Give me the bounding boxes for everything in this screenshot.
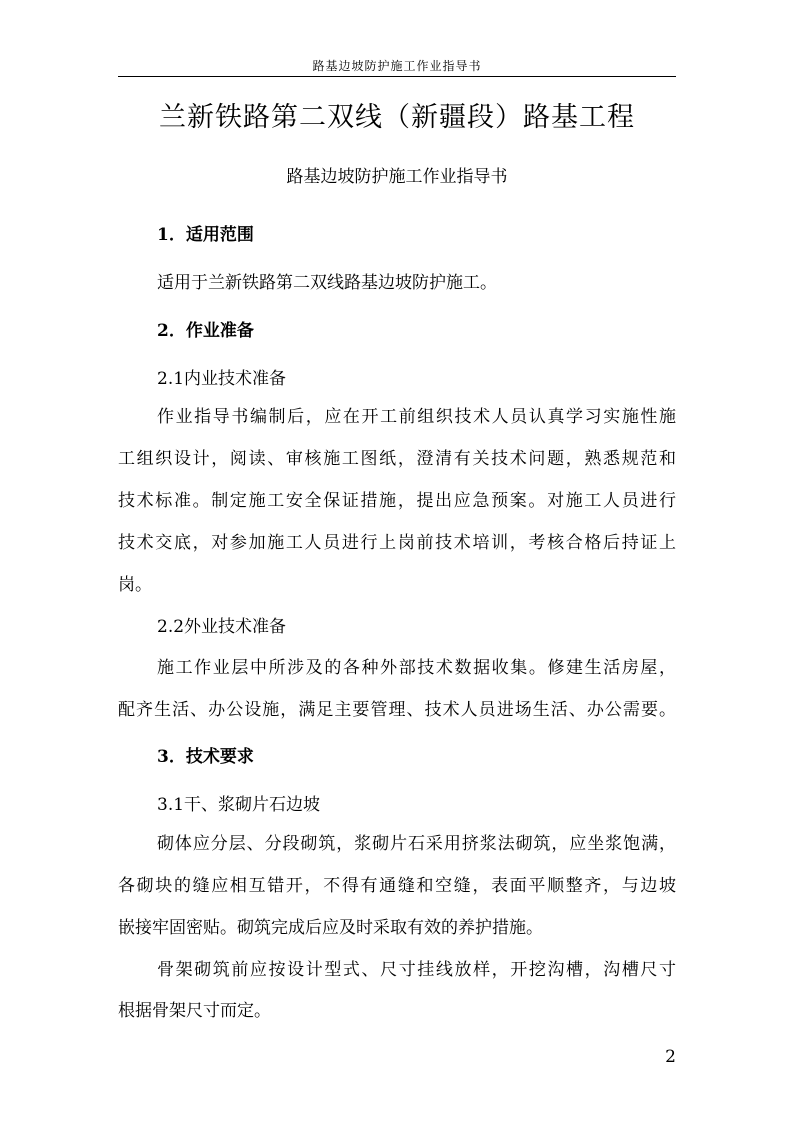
section-3-1-line-4: 骨架砌筑前应按设计型式、尺寸挂线放样，开挖沟槽，沟槽尺寸: [157, 960, 676, 980]
section-3-1-heading: 3.1干、浆砌片石边坡: [157, 795, 321, 815]
page-number: 2: [665, 1047, 676, 1067]
section-1-heading: 1．适用范围: [157, 225, 254, 245]
section-2-2-line-1: 施工作业层中所涉及的各种外部技术数据收集。修建生活房屋，: [157, 658, 676, 678]
section-3-1-line-5: 根据骨架尺寸而定。: [118, 1001, 271, 1021]
section-2-1-line-1: 作业指导书编制后，应在开工前组织技术人员认真学习实施性施: [157, 407, 676, 427]
section-3-1-line-3: 嵌接牢固密贴。砌筑完成后应及时采取有效的养护措施。: [118, 918, 543, 938]
document-subtitle: 路基边坡防护施工作业指导书: [286, 167, 508, 187]
section-2-1-line-4: 技术交底，对参加施工人员进行上岗前技术培训，考核合格后持证上: [118, 533, 676, 553]
section-2-1-line-5: 岗。: [118, 575, 152, 595]
section-2-2-heading: 2.2外业技术准备: [157, 617, 287, 637]
section-2-1-heading: 2.1内业技术准备: [157, 369, 287, 389]
running-header: 路基边坡防护施工作业指导书: [312, 59, 482, 73]
document-title: 兰新铁路第二双线（新疆段）路基工程: [159, 102, 635, 133]
section-2-1-line-2: 工组织设计，阅读、审核施工图纸，澄清有关技术问题，熟悉规范和: [118, 449, 676, 469]
section-3-heading: 3．技术要求: [157, 747, 254, 767]
header-rule: [118, 76, 676, 77]
section-1-body: 适用于兰新铁路第二双线路基边坡防护施工。: [157, 273, 497, 293]
section-2-heading: 2．作业准备: [157, 321, 254, 341]
section-3-1-line-2: 各砌块的缝应相互错开，不得有通缝和空缝，表面平顺整齐，与边坡: [118, 876, 676, 896]
section-3-1-line-1: 砌体应分层、分段砌筑，浆砌片石采用挤浆法砌筑，应坐浆饱满，: [157, 834, 676, 854]
section-2-1-line-3: 技术标准。制定施工安全保证措施，提出应急预案。对施工人员进行: [118, 491, 676, 511]
section-2-2-line-2: 配齐生活、办公设施，满足主要管理、技术人员进场生活、办公需要。: [118, 700, 676, 720]
